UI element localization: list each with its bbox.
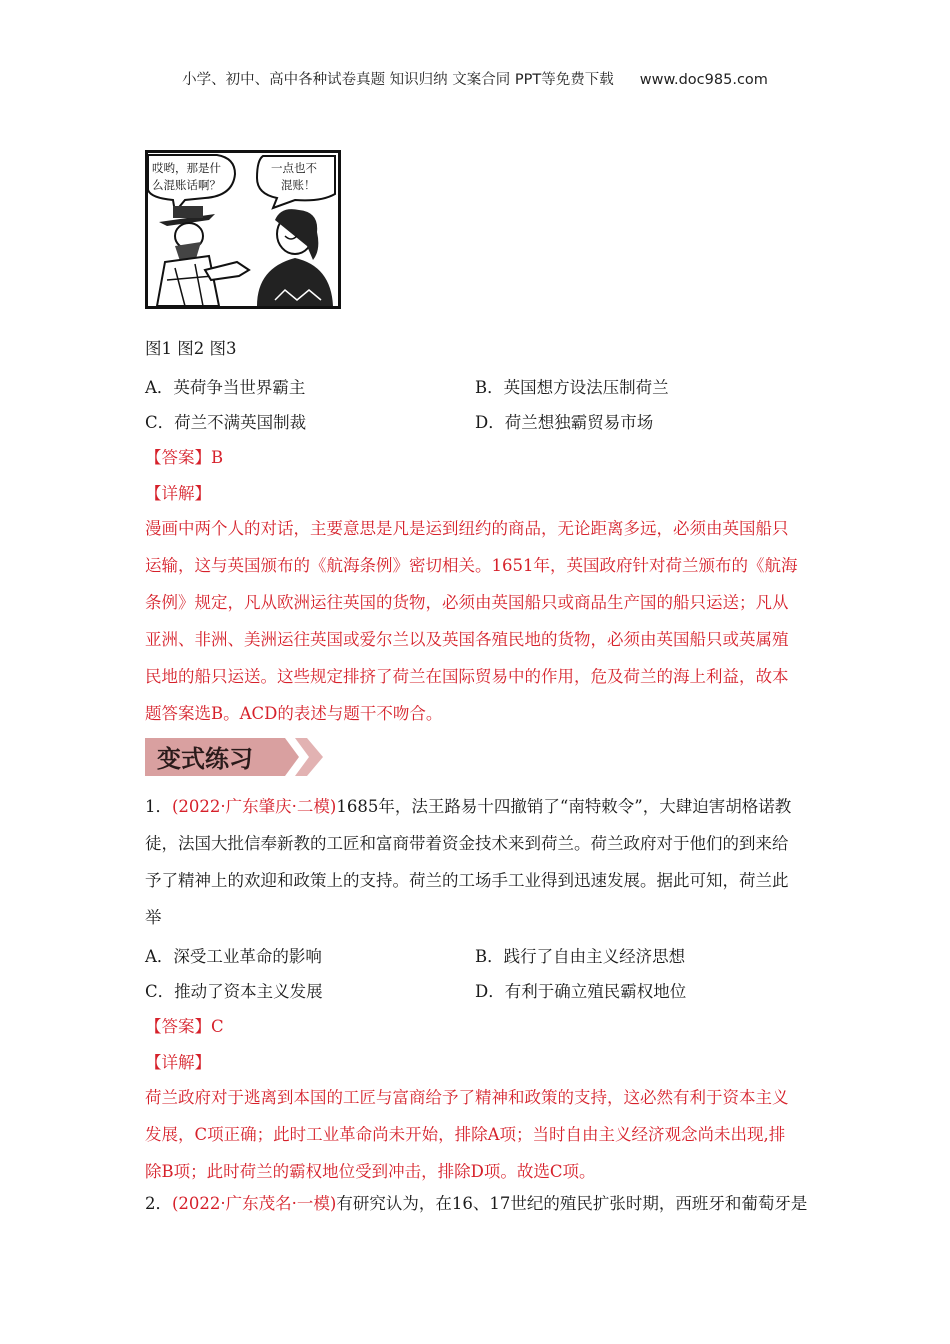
bubble-left-line-1: 哎哟，那是什	[152, 161, 221, 175]
q2-stem-line: 有研究认为，在16、17世纪的殖民扩张时期，西班牙和葡萄牙是	[336, 1194, 808, 1213]
q1-answer-value: C	[211, 1017, 224, 1036]
section-banner	[145, 736, 325, 778]
q2-number: 2．	[145, 1194, 172, 1213]
q2-source[interactable]: (2022·广东茂名·一模)	[172, 1194, 337, 1213]
q0-explain-line: 运输，这与英国颁布的《航海条例》密切相关。1651年，英国政府针对荷兰颁布的《航海	[145, 556, 798, 575]
q0-option-a[interactable]: A．英荷争当世界霸主	[145, 378, 306, 397]
q0-explain-line: 条例》规定，凡从欧洲运往英国的货物，必须由英国船只或商品生产国的船只运送；凡从	[145, 593, 789, 612]
q0-option-b[interactable]: B．英国想方设法压制荷兰	[475, 378, 669, 397]
q1-explain-line: 除B项；此时荷兰的霸权地位受到冲击，排除D项。故选C项。	[145, 1162, 596, 1181]
q0-answer-value: B	[211, 448, 224, 467]
bubble-right-line-2: 混账！	[281, 178, 316, 192]
q1-explain-line: 荷兰政府对于逃离到本国的工匠与富商给予了精神和政策的支持，这必然有利于资本主义	[145, 1088, 789, 1107]
q1-answer-label: 【答案】	[145, 1017, 211, 1036]
header-url[interactable]: www.doc985.com	[639, 72, 768, 88]
q1-option-c[interactable]: C．推动了资本主义发展	[145, 982, 323, 1001]
q1-option-b[interactable]: B．践行了自由主义经济思想	[475, 947, 686, 966]
banner-text: 变式练习	[157, 744, 253, 773]
q0-explain-line: 民地的船只运送。这些规定排挤了荷兰在国际贸易中的作用，危及荷兰的海上利益，故本	[145, 667, 789, 686]
comic-drawing	[145, 150, 341, 309]
q1-answer	[145, 1013, 224, 1037]
figure-caption: 图1 图2 图3	[145, 339, 237, 358]
banner-shape	[145, 736, 325, 778]
q1-stem-line: 徒，法国大批信奉新教的工匠和富商带着资金技术来到荷兰。荷兰政府对于他们的到来给	[145, 834, 789, 853]
q0-explain-line: 亚洲、非洲、美洲运往英国或爱尔兰以及英国各殖民地的货物，必须由英国船只或英属殖	[145, 630, 789, 649]
q0-explain-line: 漫画中两个人的对话，主要意思是凡是运到纽约的商品，无论距离多远，必须由英国船只	[145, 519, 789, 538]
bubble-right-line-1: 一点也不	[271, 161, 317, 175]
q1-stem-line: 1685年，法王路易十四撤销了“南特敕令”，大肆迫害胡格诺教	[336, 797, 792, 816]
bubble-left-line-2: 么混账话啊？	[152, 178, 221, 192]
q1-explain-line: 发展，C项正确；此时工业革命尚未开始，排除A项；当时自由主义经济观念尚未出现,排	[145, 1125, 786, 1144]
q1-stem-line: 予了精神上的欢迎和政策上的支持。荷兰的工场手工业得到迅速发展。据此可知，荷兰此	[145, 871, 789, 890]
q1-detail-label: 【详解】	[145, 1053, 211, 1072]
page-header	[0, 68, 950, 89]
q0-detail-label: 【详解】	[145, 484, 211, 503]
comic-illustration	[145, 150, 341, 309]
header-text: 小学、初中、高中各种试卷真题 知识归纳 文案合同 PPT等免费下载	[182, 72, 614, 88]
q1-option-a[interactable]: A．深受工业革命的影响	[145, 947, 322, 966]
q1-number: 1．	[145, 797, 172, 816]
q1-stem-first	[145, 797, 791, 817]
q1-source[interactable]: (2022·广东肇庆·二模)	[172, 797, 337, 816]
q1-option-d[interactable]: D．有利于确立殖民霸权地位	[475, 982, 687, 1001]
q0-option-d[interactable]: D．荷兰想独霸贸易市场	[475, 413, 654, 432]
q0-explain-line: 题答案选B。ACD的表述与题干不吻合。	[145, 704, 443, 723]
q0-answer-label: 【答案】	[145, 448, 211, 467]
q0-option-c[interactable]: C．荷兰不满英国制裁	[145, 413, 307, 432]
q0-answer	[145, 444, 223, 468]
q1-stem-line: 举	[145, 908, 162, 927]
q2-stem-first	[145, 1194, 807, 1214]
